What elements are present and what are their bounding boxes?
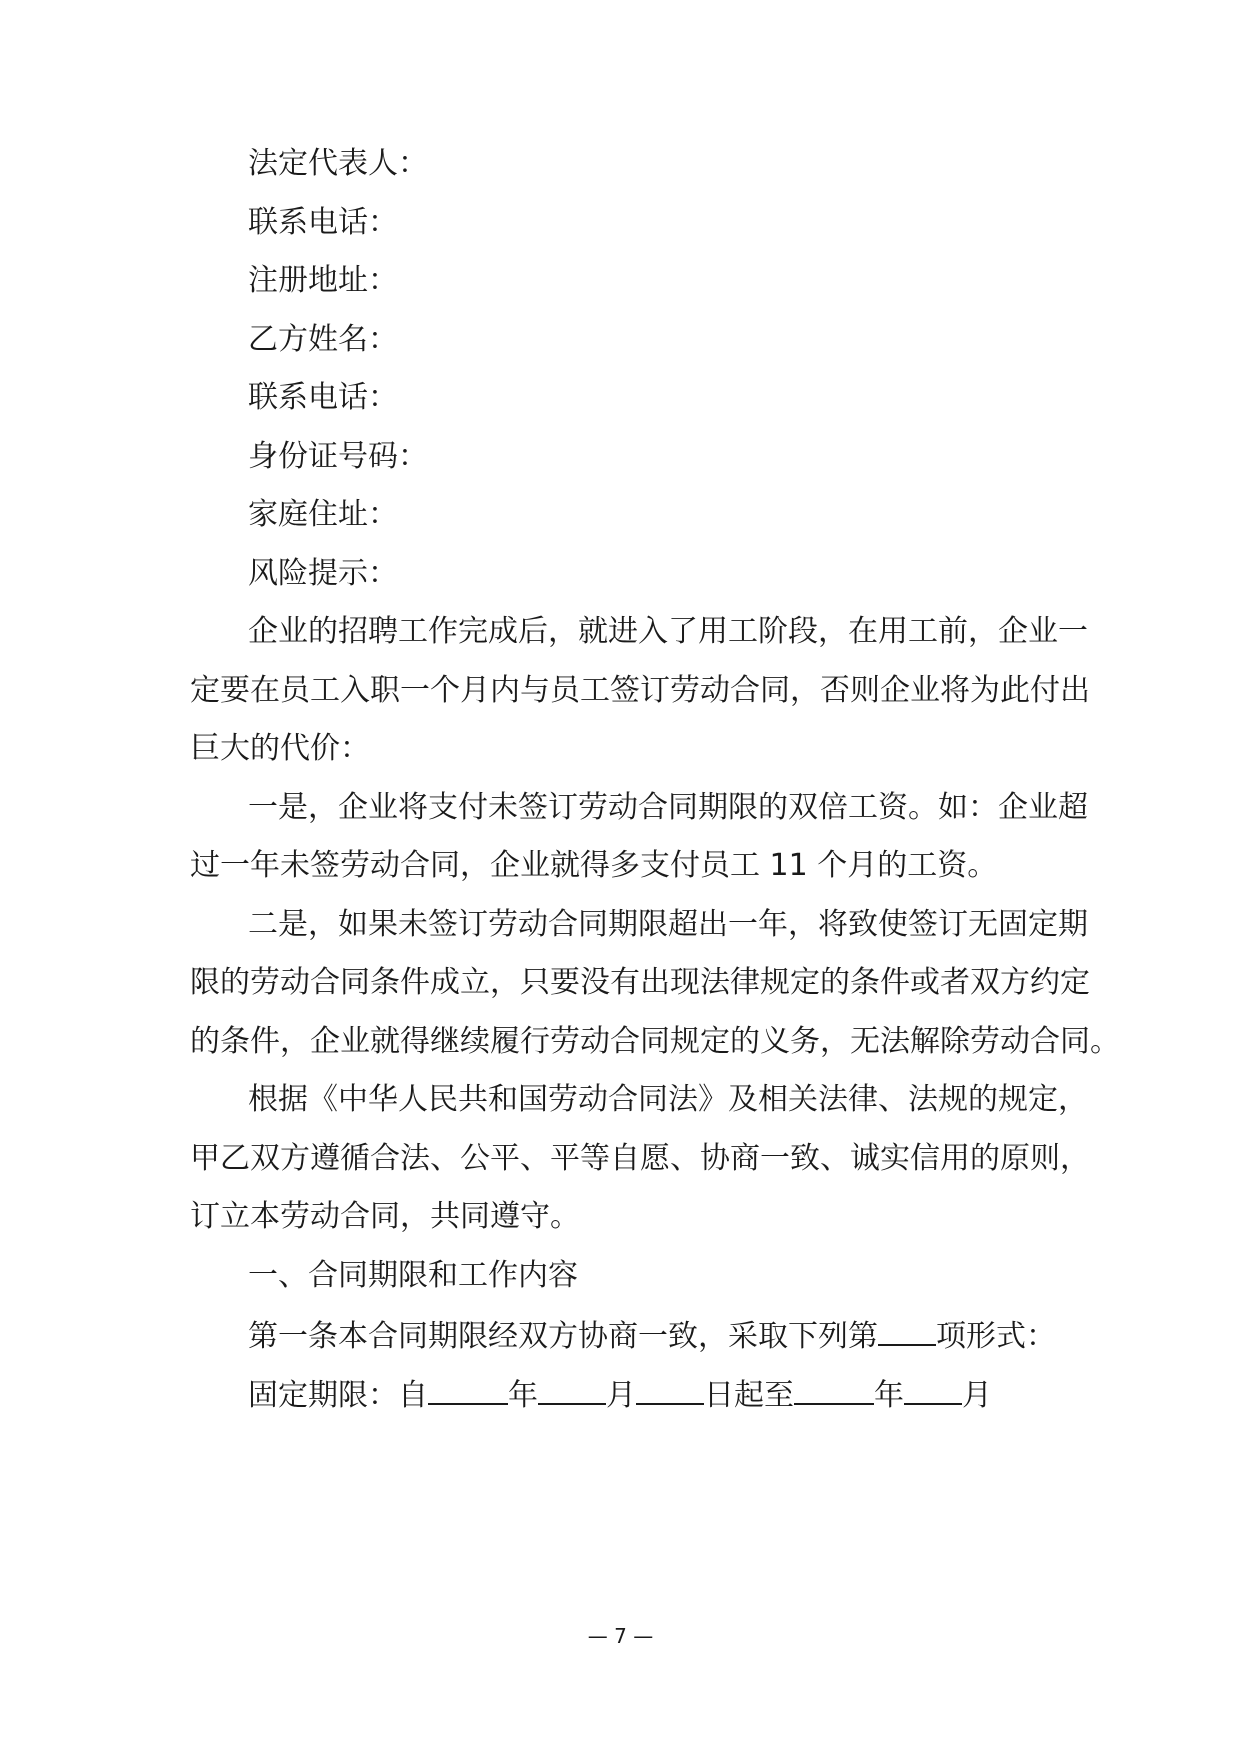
month-label: 月: [606, 1378, 636, 1413]
field-id-number: 身份证号码：: [248, 439, 428, 474]
paragraph-line: 巨大的代价：: [190, 731, 370, 766]
end-year-blank[interactable]: [794, 1375, 874, 1405]
end-month-blank[interactable]: [904, 1375, 962, 1405]
paragraph-line: 企业的招聘工作完成后，就进入了用工阶段，在用工前，企业一: [248, 614, 1088, 649]
start-month-blank[interactable]: [538, 1375, 606, 1405]
start-day-blank[interactable]: [636, 1375, 704, 1405]
field-legal-representative: 法定代表人：: [248, 146, 428, 181]
paragraph-line: 定要在员工入职一个月内与员工签订劳动合同，否则企业将为此付出: [190, 673, 1090, 708]
paragraph-line: 二是，如果未签订劳动合同期限超出一年，将致使签订无固定期: [248, 907, 1088, 942]
field-party-b-name: 乙方姓名：: [248, 322, 398, 357]
clause-1-suffix: 项形式：: [936, 1319, 1056, 1354]
field-home-address: 家庭住址：: [248, 497, 398, 532]
field-registered-address: 注册地址：: [248, 263, 398, 298]
field-risk-notice: 风险提示：: [248, 556, 398, 591]
year-label: 年: [508, 1378, 538, 1413]
paragraph-line: 一是，企业将支付未签订劳动合同期限的双倍工资。如：企业超: [248, 790, 1088, 825]
year-label: 年: [874, 1378, 904, 1413]
day-label: 日起至: [704, 1378, 794, 1413]
field-phone-b: 联系电话：: [248, 380, 398, 415]
start-year-blank[interactable]: [428, 1375, 508, 1405]
paragraph-line: 甲乙双方遵循合法、公平、平等自愿、协商一致、诚实信用的原则，: [190, 1141, 1090, 1176]
clause-1-text: 第一条本合同期限经双方协商一致，采取下列第: [248, 1319, 878, 1354]
paragraph-line: 的条件，企业就得继续履行劳动合同规定的义务，无法解除劳动合同。: [190, 1024, 1120, 1059]
section-heading: 一、合同期限和工作内容: [248, 1258, 578, 1293]
paragraph-line: 限的劳动合同条件成立，只要没有出现法律规定的条件或者双方约定: [190, 965, 1090, 1000]
month-label: 月: [962, 1378, 992, 1413]
field-phone-a: 联系电话：: [248, 205, 398, 240]
paragraph-line: 订立本劳动合同，共同遵守。: [190, 1199, 580, 1234]
paragraph-line: 根据《中华人民共和国劳动合同法》及相关法律、法规的规定，: [248, 1082, 1088, 1117]
clause-1: [248, 1316, 1056, 1355]
fixed-term-label: 固定期限：自: [248, 1378, 428, 1413]
paragraph-line: 过一年未签劳动合同，企业就得多支付员工 11 个月的工资。: [190, 848, 998, 883]
fixed-term-line: [248, 1375, 992, 1414]
page-number: — 7 —: [587, 1624, 654, 1648]
clause-form-blank[interactable]: [878, 1316, 936, 1346]
